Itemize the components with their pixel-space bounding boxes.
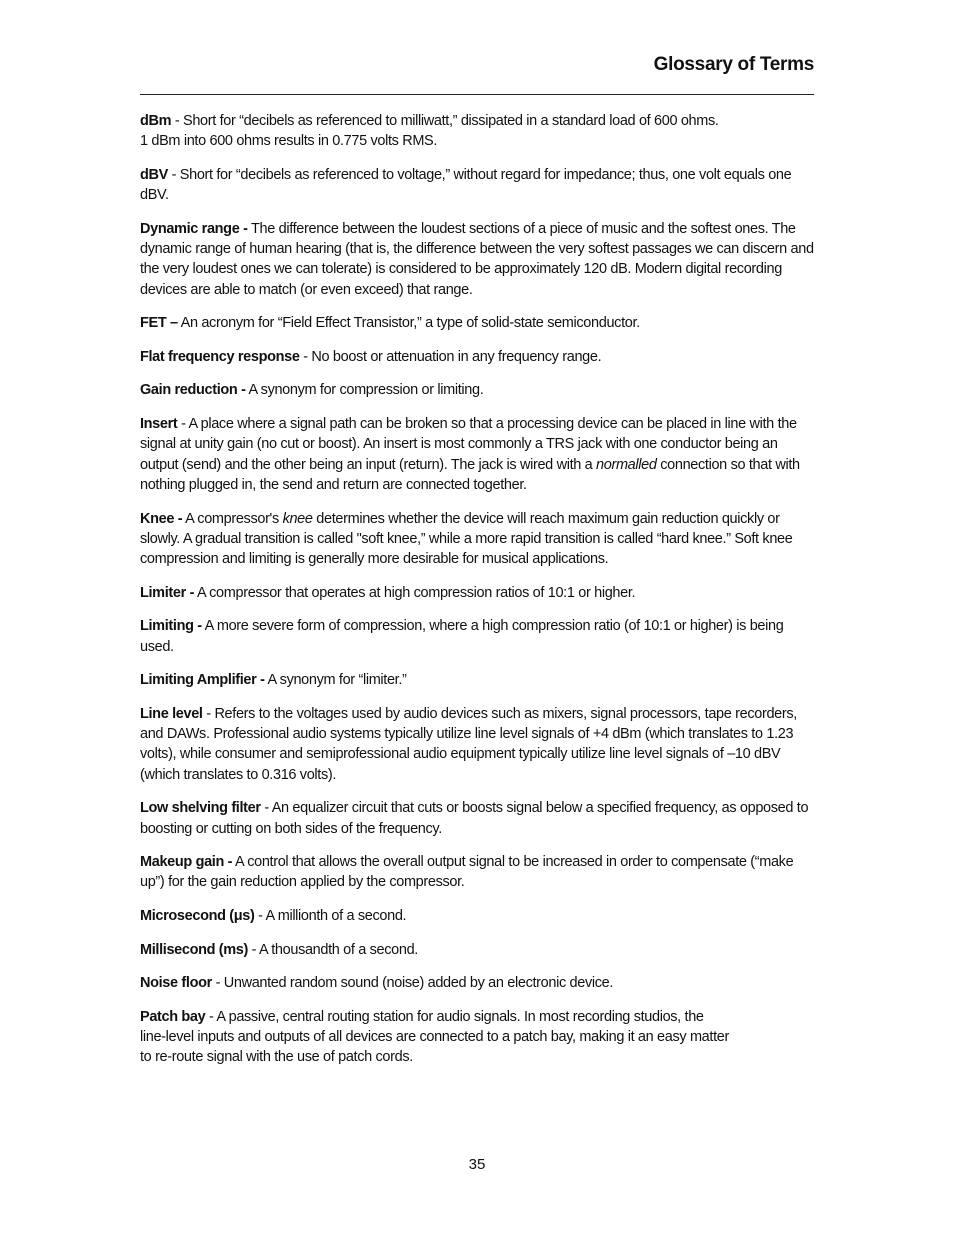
glossary-definition-line: to re-route signal with the use of patch cords. <box>140 1049 413 1066</box>
glossary-definition-continued: determines whether the device will reach maximum gain reduction quickly or slowly. A gradual transition is called "soft knee,” while a more rapid transition is called “hard knee.” Soft knee compression and limiting is generally more desirable for musical applications. <box>140 510 793 568</box>
glossary-term: Makeup gain - <box>140 854 233 871</box>
glossary-definition: A thousandth of a second. <box>259 941 418 958</box>
glossary-definition: No boost or attenuation in any frequency range. <box>311 348 602 365</box>
glossary-definition: A synonym for “limiter.” <box>267 672 407 689</box>
term-separator: - <box>167 166 180 183</box>
glossary-term: Millisecond (ms) <box>140 941 248 958</box>
term-separator: - <box>299 348 312 365</box>
term-separator: - <box>177 416 189 433</box>
glossary-term: dBm <box>140 113 172 129</box>
glossary-term: Limiting - <box>140 618 202 635</box>
glossary-entry-microsecond <box>140 906 816 926</box>
glossary-entry-limiting-amplifier <box>140 670 816 690</box>
header-divider <box>140 94 814 95</box>
glossary-emphasis: normalled <box>596 456 657 473</box>
glossary-entry-line-level <box>140 704 816 785</box>
glossary-entry-makeup-gain <box>140 852 816 893</box>
glossary-entry-gain-reduction <box>140 380 816 400</box>
glossary-entry-limiter <box>140 583 816 603</box>
glossary-entry-knee <box>140 509 816 570</box>
glossary-definition: A place where a signal path can be broken so that a processing device can be placed in line with the signal at unity gain (no cut or boost). An insert is most commonly a TRS jack with one conductor being an output (send) and the other being an input (return). The jack is wired with a <box>140 416 797 473</box>
term-separator: - <box>211 975 224 992</box>
glossary-term: Gain reduction - <box>140 382 246 399</box>
glossary-definition: Unwanted random sound (noise) added by an electronic device. <box>223 975 614 992</box>
glossary-entry-flat-frequency-response <box>140 347 816 367</box>
glossary-definition: A synonym for compression or limiting. <box>248 382 484 399</box>
glossary-definition: A control that allows the overall output signal to be increased in order to compensate (“make up”) for the gain reduction applied by the compressor. <box>140 854 794 891</box>
glossary-definition: The difference between the loudest sections of a piece of music and the softest ones. The dynamic range of human hearing (that is, the difference between the very softest passages we can discern and the very loudest ones we can tolerate) is considered to be approximately 120 dB. Modern digital recording devices are able to match (or even exceed) that range. <box>140 220 814 298</box>
glossary-list <box>140 111 816 1081</box>
glossary-emphasis: knee <box>282 510 313 527</box>
glossary-definition: A more severe form of compression, where a high compression ratio (of 10:1 or higher) is being used. <box>140 618 784 655</box>
glossary-term: Knee - <box>140 510 183 527</box>
glossary-term: Limiter - <box>140 584 195 601</box>
glossary-definition-line: 1 dBm into 600 ohms results in 0.775 volts RMS. <box>140 133 438 150</box>
page-number: 35 <box>468 1156 486 1173</box>
glossary-entry-millisecond <box>140 940 816 960</box>
glossary-entry-noise-floor <box>140 973 816 993</box>
glossary-term: Patch bay <box>140 1008 206 1025</box>
glossary-term: Limiting Amplifier - <box>140 672 265 689</box>
glossary-entry-fet <box>140 313 816 333</box>
term-separator: - <box>202 705 215 722</box>
glossary-definition: A compressor's <box>185 510 279 527</box>
page-header-title: Glossary of Terms <box>653 54 814 75</box>
glossary-term: Insert <box>140 416 178 433</box>
term-separator: - <box>171 113 184 129</box>
glossary-entry-patch-bay <box>140 1007 816 1068</box>
glossary-entry-insert <box>140 414 816 495</box>
glossary-term: Line level <box>140 705 203 722</box>
term-separator: - <box>254 908 266 925</box>
glossary-term: Microsecond (μs) <box>140 908 255 925</box>
term-separator: - <box>248 941 260 958</box>
glossary-definition: An equalizer circuit that cuts or boosts signal below a specified frequency, as opposed to boosting or cutting on both sides of the frequency. <box>140 800 809 837</box>
glossary-entry-dbm <box>140 111 816 152</box>
glossary-definition: Short for “decibels as referenced to voltage,” without regard for impedance; thus, one volt equals one dBV. <box>140 166 792 204</box>
glossary-term: Dynamic range - <box>140 220 248 237</box>
glossary-term: Noise floor <box>140 975 212 992</box>
term-separator: - <box>260 800 272 817</box>
glossary-definition-line: line-level inputs and outputs of all devices are connected to a patch bay, making it an easy matter <box>140 1029 729 1046</box>
glossary-term: FET – <box>140 315 178 332</box>
glossary-term: Low shelving filter <box>140 800 261 817</box>
glossary-definition: A compressor that operates at high compression ratios of 10:1 or higher. <box>196 584 636 601</box>
glossary-entry-dbv <box>140 165 816 206</box>
glossary-term: dBV <box>140 166 168 183</box>
glossary-definition: A millionth of a second. <box>265 908 407 925</box>
glossary-definition: Refers to the voltages used by audio devices such as mixers, signal processors, tape recorders, and DAWs. Professional audio systems typically utilize line level signals of +4 dBm (which translates to 1.23 volts), while consumer and semiprofessional audio equipment typically utilize line level signals of –10 dBV (which translates to 0.316 volts). <box>140 705 797 783</box>
glossary-entry-limiting <box>140 616 816 657</box>
glossary-entry-dynamic-range <box>140 219 816 300</box>
term-separator: - <box>205 1008 217 1025</box>
glossary-definition: A passive, central routing station for audio signals. In most recording studios, the <box>216 1008 704 1025</box>
glossary-definition: An acronym for “Field Effect Transistor,” a type of solid-state semiconductor. <box>180 315 640 332</box>
glossary-term: Flat frequency response <box>140 348 300 365</box>
glossary-entry-low-shelving-filter <box>140 798 816 839</box>
glossary-definition-continued: connection so that with nothing plugged in, the send and return are connected together. <box>140 456 800 493</box>
glossary-definition: Short for “decibels as referenced to milliwatt,” dissipated in a standard load of 600 ohms. <box>183 113 719 129</box>
